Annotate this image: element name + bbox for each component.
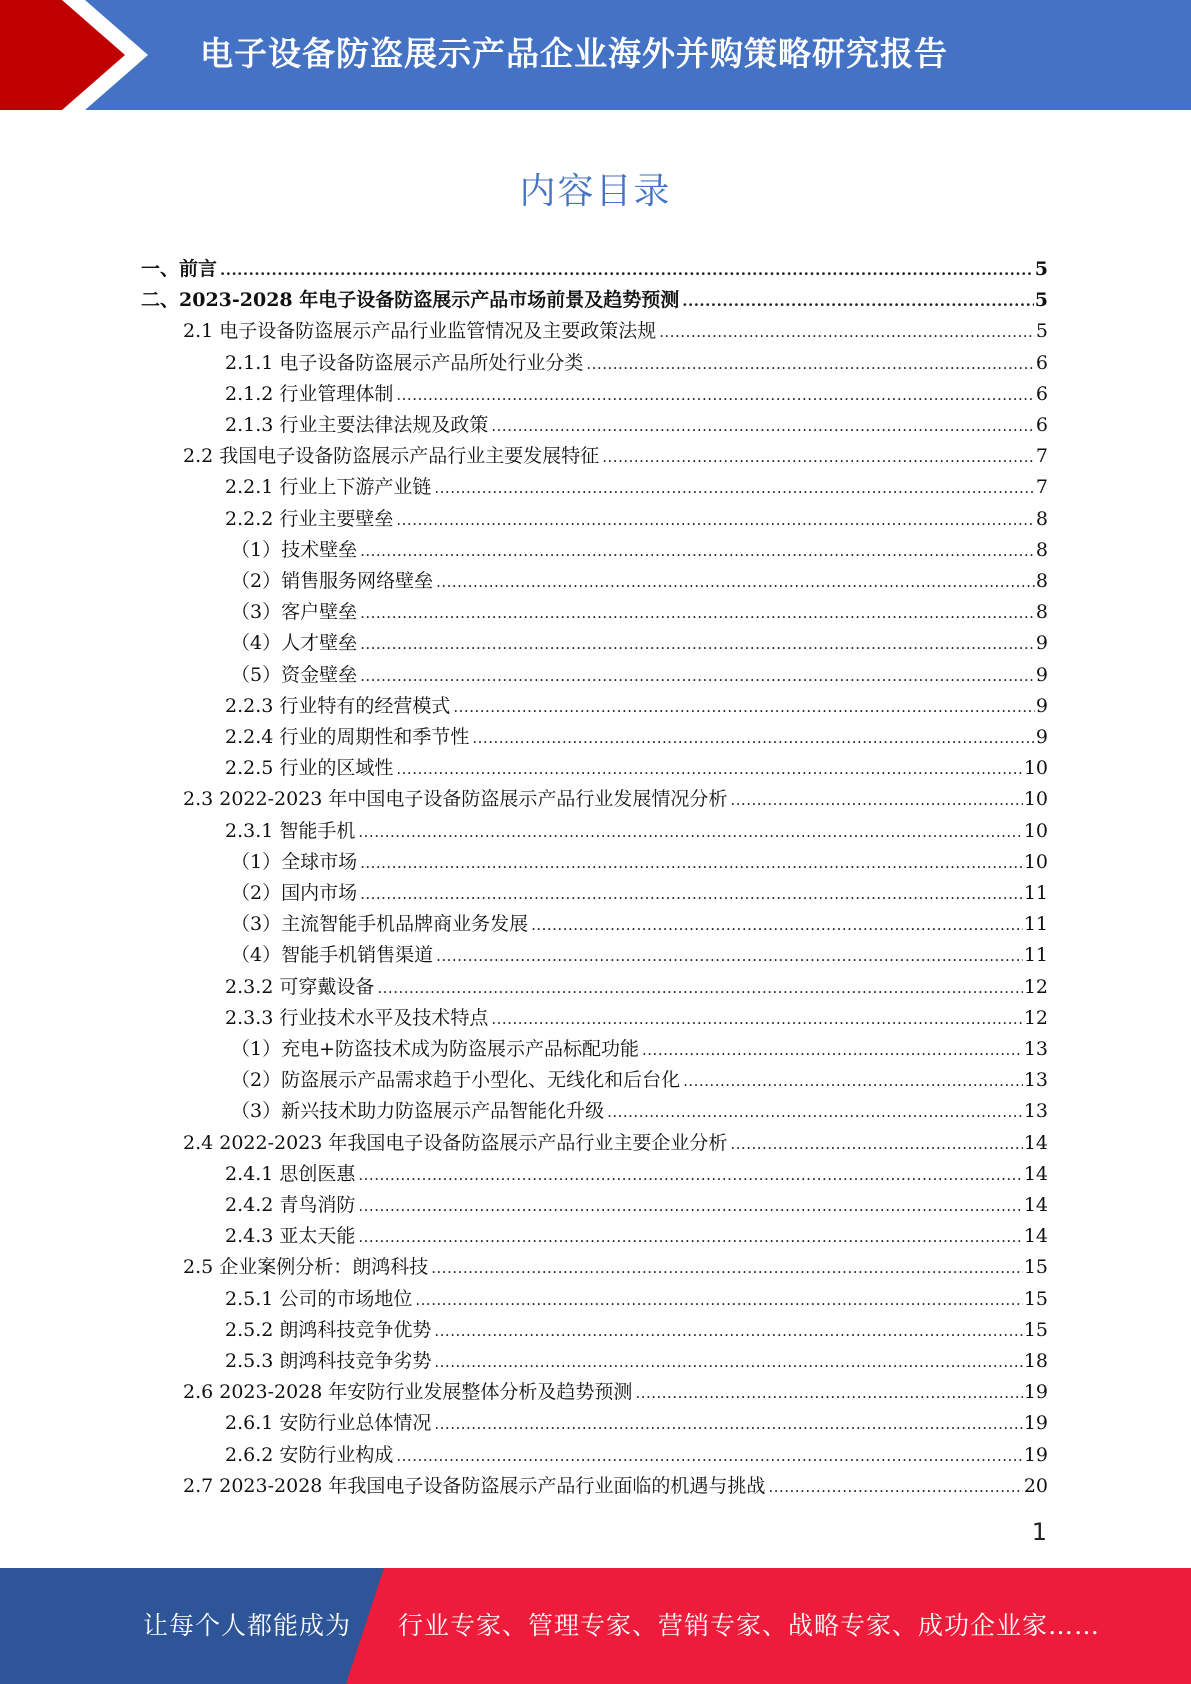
- toc-entry-label: 二、2023-2028 年电子设备防盗展示产品市场前景及趋势预测: [141, 289, 680, 312]
- toc-leader-dots: [377, 979, 1022, 997]
- toc-entry[interactable]: [225, 1190, 1048, 1221]
- toc-entry-page: 20: [1023, 1474, 1048, 1497]
- toc-entry-label: 2.4.1 思创医惠: [225, 1162, 356, 1185]
- toc-leader-dots: [683, 1072, 1023, 1090]
- toc-leader-dots: [360, 604, 1035, 622]
- toc-leader-dots: [607, 1103, 1023, 1121]
- footer-slogan-right: 行业专家、管理专家、营销专家、战略专家、成功企业家……: [398, 1611, 1101, 1640]
- toc-entry-page: 13: [1023, 1038, 1048, 1060]
- toc-leader-dots: [586, 355, 1035, 373]
- toc-entry[interactable]: [231, 847, 1048, 878]
- toc-entry[interactable]: [183, 1128, 1048, 1159]
- toc-entry-label: 2.2.3 行业特有的经营模式: [225, 694, 451, 717]
- toc-leader-dots: [730, 1135, 1022, 1153]
- toc-entry-page: 19: [1023, 1381, 1048, 1404]
- toc-entry[interactable]: [225, 504, 1048, 535]
- toc-leader-dots: [431, 1259, 1023, 1277]
- toc-entry-page: 19: [1023, 1443, 1048, 1466]
- toc-entry[interactable]: [183, 441, 1048, 472]
- toc-entry-page: 9: [1035, 663, 1048, 686]
- toc-entry[interactable]: [225, 722, 1048, 753]
- toc-entry-page: 9: [1035, 632, 1048, 655]
- toc-entry-label: 2.4.2 青鸟消防: [225, 1194, 356, 1216]
- toc-entry[interactable]: [231, 1034, 1048, 1065]
- toc-entry-page: 9: [1035, 726, 1048, 748]
- toc-entry[interactable]: [231, 628, 1048, 659]
- toc-entry-label: （1）技术壁垒: [231, 538, 358, 561]
- toc-entry-page: 10: [1023, 757, 1048, 780]
- toc-leader-dots: [396, 760, 1022, 778]
- toc-entry[interactable]: [231, 535, 1048, 566]
- toc-entry-page: 15: [1023, 1287, 1048, 1310]
- toc-entry-page: 13: [1023, 1069, 1048, 1092]
- toc-entry-page: 14: [1023, 1131, 1048, 1154]
- toc-entry-page: 11: [1023, 882, 1048, 904]
- toc-entry[interactable]: [225, 379, 1048, 410]
- toc-entry[interactable]: [225, 1315, 1048, 1346]
- toc-leader-dots: [360, 854, 1023, 872]
- toc-entry[interactable]: [141, 285, 1048, 316]
- page-number: 1: [1031, 1518, 1047, 1546]
- toc-leader-dots: [602, 448, 1035, 466]
- toc-entry-label: （2）国内市场: [231, 882, 358, 904]
- toc-entry[interactable]: [225, 1221, 1048, 1252]
- toc-leader-dots: [453, 698, 1035, 716]
- toc-leader-dots: [436, 573, 1035, 591]
- toc-entry[interactable]: [231, 1096, 1048, 1127]
- toc-entry-page: 7: [1035, 445, 1048, 468]
- toc-leader-dots: [358, 823, 1022, 841]
- toc-entry-label: 2.3.2 可穿戴设备: [225, 975, 375, 998]
- toc-entry-label: （2）防盗展示产品需求趋于小型化、无线化和后台化: [231, 1069, 681, 1092]
- toc-entry-label: （3）主流智能手机品牌商业务发展: [231, 913, 529, 936]
- toc-leader-dots: [434, 1415, 1022, 1433]
- toc-entry-label: 2.5 企业案例分析：朗鸿科技: [183, 1256, 429, 1279]
- toc-entry[interactable]: [183, 1252, 1048, 1283]
- toc-entry[interactable]: [183, 784, 1048, 815]
- toc-entry[interactable]: [225, 753, 1048, 784]
- toc-entry-page: 10: [1023, 850, 1048, 873]
- toc-entry-label: 2.3 2022-2023 年中国电子设备防盗展示产品行业发展情况分析: [183, 788, 728, 811]
- toc-entry[interactable]: [183, 316, 1048, 347]
- toc-entry[interactable]: [231, 1065, 1048, 1096]
- toc-leader-dots: [396, 1447, 1022, 1465]
- toc-entry[interactable]: [231, 597, 1048, 628]
- toc-entry-page: 11: [1023, 944, 1048, 967]
- toc-leader-dots: [436, 947, 1023, 965]
- toc-entry-page: 15: [1023, 1318, 1048, 1341]
- toc-leader-dots: [360, 885, 1023, 903]
- toc-entry-label: （4）人才壁垒: [231, 632, 358, 655]
- toc-entry-page: 10: [1023, 788, 1048, 811]
- report-title: 电子设备防盗展示产品企业海外并购策略研究报告: [200, 34, 948, 73]
- toc-entry-page: 6: [1035, 414, 1048, 436]
- toc-leader-dots: [635, 1384, 1022, 1402]
- toc-entry-label: 2.2.5 行业的区域性: [225, 757, 394, 780]
- footer-band: [0, 1568, 1191, 1684]
- toc-entry-label: （4）智能手机销售渠道: [231, 944, 434, 967]
- toc-entry[interactable]: [225, 1159, 1048, 1190]
- toc-entry[interactable]: [141, 254, 1048, 285]
- toc-entry-label: （1）全球市场: [231, 850, 358, 873]
- toc-entry-label: 2.3.3 行业技术水平及技术特点: [225, 1006, 489, 1029]
- toc-entry-label: （3）客户壁垒: [231, 601, 358, 624]
- toc-leader-dots: [396, 386, 1035, 404]
- toc-entry[interactable]: [225, 816, 1048, 847]
- toc-entry-label: 2.4.3 亚太天能: [225, 1225, 356, 1248]
- toc-entry-page: 11: [1023, 913, 1048, 936]
- toc-leader-dots: [730, 791, 1022, 809]
- toc-entry[interactable]: [225, 1346, 1048, 1377]
- toc-leader-dots: [642, 1041, 1023, 1059]
- toc-entry-label: 2.2 我国电子设备防盗展示产品行业主要发展特征: [183, 445, 600, 468]
- toc-entry-label: （1）充电+防盗技术成为防盗展示产品标配功能: [231, 1038, 640, 1060]
- toc-entry-page: 6: [1035, 351, 1048, 374]
- toc-entry-label: 2.6 2023-2028 年安防行业发展整体分析及趋势预测: [183, 1381, 633, 1404]
- toc-entry-label: 2.2.4 行业的周期性和季节性: [225, 726, 470, 748]
- toc-entry-page: 15: [1023, 1256, 1048, 1279]
- toc-entry-label: 2.2.2 行业主要壁垒: [225, 507, 394, 530]
- toc-leader-dots: [434, 1353, 1022, 1371]
- toc-entry[interactable]: [225, 1440, 1048, 1471]
- toc-entry-label: 2.1.3 行业主要法律法规及政策: [225, 414, 489, 436]
- toc-entry-label: 2.6.2 安防行业构成: [225, 1443, 394, 1466]
- toc-leader-dots: [360, 667, 1035, 685]
- toc-entry[interactable]: [231, 566, 1048, 597]
- toc-entry-page: 14: [1023, 1194, 1048, 1216]
- toc-entry-page: 12: [1023, 1006, 1048, 1029]
- toc-entry-label: 2.3.1 智能手机: [225, 819, 356, 842]
- toc-entry-label: 2.1 电子设备防盗展示产品行业监管情况及主要政策法规: [183, 320, 657, 343]
- toc-entry-page: 7: [1035, 476, 1048, 499]
- toc-entry[interactable]: [231, 909, 1048, 940]
- toc-entry-label: 一、前言: [141, 258, 218, 280]
- toc-entry-page: 8: [1035, 601, 1048, 624]
- toc-entry[interactable]: [183, 1377, 1048, 1408]
- toc-entry[interactable]: [231, 660, 1048, 691]
- toc-entry[interactable]: [225, 348, 1048, 379]
- toc-entry-label: 2.1.1 电子设备防盗展示产品所处行业分类: [225, 351, 584, 374]
- toc-entry[interactable]: [231, 878, 1048, 909]
- toc-leader-dots: [360, 635, 1035, 653]
- toc-entry[interactable]: [225, 410, 1048, 441]
- toc-entry-label: 2.5.3 朗鸿科技竞争劣势: [225, 1350, 432, 1372]
- toc-entry-label: 2.5.2 朗鸿科技竞争优势: [225, 1318, 432, 1341]
- toc-entry-page: 14: [1023, 1162, 1048, 1185]
- toc-entry-label: 2.1.2 行业管理体制: [225, 382, 394, 405]
- toc-entry-page: 5: [1034, 289, 1048, 312]
- toc-leader-dots: [659, 323, 1035, 341]
- toc-entry-page: 8: [1035, 507, 1048, 530]
- report-header-band: [0, 0, 1191, 110]
- toc-entry-label: （5）资金壁垒: [231, 663, 358, 686]
- toc-leader-dots: [415, 1291, 1022, 1309]
- toc-entry-label: 2.2.1 行业上下游产业链: [225, 476, 432, 499]
- toc-entry-page: 9: [1035, 694, 1048, 717]
- toc-leader-dots: [768, 1478, 1022, 1496]
- toc-entry-label: （3）新兴技术助力防盗展示产品智能化升级: [231, 1100, 605, 1123]
- toc-entry-page: 14: [1023, 1225, 1048, 1248]
- toc-entry-page: 8: [1035, 570, 1048, 592]
- toc-entry-label: 2.4 2022-2023 年我国电子设备防盗展示产品行业主要企业分析: [183, 1131, 728, 1154]
- toc-entry[interactable]: [183, 1471, 1048, 1502]
- toc-leader-dots: [434, 1322, 1022, 1340]
- toc-leader-dots: [682, 292, 1034, 310]
- toc-entry-page: 8: [1035, 538, 1048, 561]
- toc-entry-page: 10: [1023, 819, 1048, 842]
- footer-slogan-left: 让每个人都能成为: [143, 1611, 352, 1640]
- toc-entry-page: 12: [1023, 975, 1048, 998]
- toc-entry-page: 19: [1023, 1412, 1048, 1435]
- toc-leader-dots: [531, 916, 1023, 934]
- toc-entry-page: 13: [1023, 1100, 1048, 1123]
- toc-leader-dots: [220, 261, 1034, 279]
- toc-entry[interactable]: [225, 1003, 1048, 1034]
- toc-entry[interactable]: [225, 691, 1048, 722]
- toc-leader-dots: [472, 729, 1035, 747]
- toc-entry[interactable]: [231, 940, 1048, 971]
- toc-entry[interactable]: [225, 472, 1048, 503]
- toc-entry[interactable]: [225, 972, 1048, 1003]
- toc-leader-dots: [360, 542, 1035, 560]
- toc-leader-dots: [358, 1228, 1022, 1246]
- toc-heading: 内容目录: [519, 171, 672, 212]
- toc-leader-dots: [358, 1166, 1022, 1184]
- toc-leader-dots: [491, 1010, 1022, 1028]
- toc-leader-dots: [396, 511, 1035, 529]
- toc-entry-label: 2.5.1 公司的市场地位: [225, 1287, 413, 1310]
- toc-entry[interactable]: [225, 1284, 1048, 1315]
- toc-entry-label: 2.6.1 安防行业总体情况: [225, 1412, 432, 1435]
- toc-entry-page: 18: [1023, 1350, 1048, 1372]
- toc-entry[interactable]: [225, 1408, 1048, 1439]
- toc-entry-label: 2.7 2023-2028 年我国电子设备防盗展示产品行业面临的机遇与挑战: [183, 1474, 766, 1497]
- toc-leader-dots: [358, 1197, 1022, 1215]
- toc-entry-page: 5: [1035, 320, 1048, 343]
- toc-leader-dots: [434, 479, 1035, 497]
- toc-entry-page: 6: [1035, 382, 1048, 405]
- toc-leader-dots: [491, 417, 1035, 435]
- toc-entry-label: （2）销售服务网络壁垒: [231, 570, 434, 592]
- toc-entry-page: 5: [1034, 258, 1048, 280]
